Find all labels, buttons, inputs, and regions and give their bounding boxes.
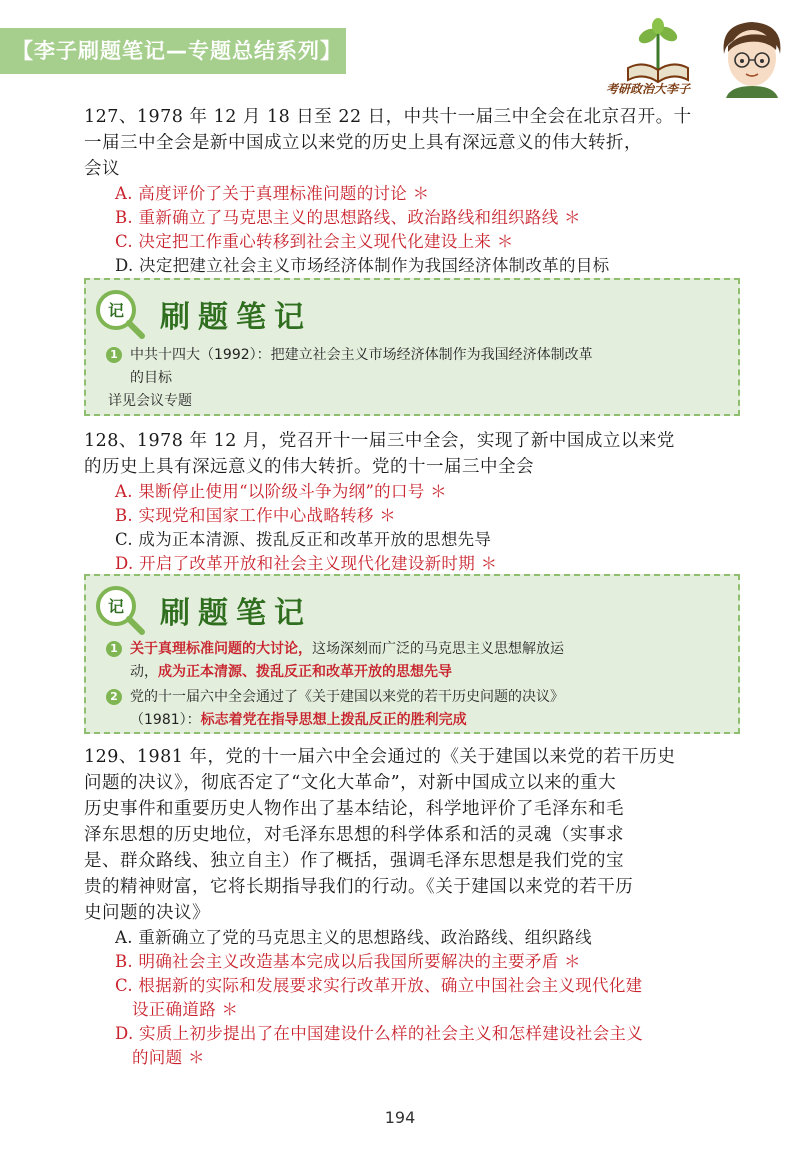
question-127 bbox=[84, 104, 754, 278]
svg-text:记: 记 bbox=[107, 597, 125, 616]
bullet-number: 1 bbox=[106, 347, 122, 363]
note-highlight: 关于真理标准问题的大讨论， bbox=[130, 641, 312, 657]
note-item-1 bbox=[106, 344, 726, 390]
logo-text: 考研政治大李子 bbox=[606, 82, 691, 96]
bullet-number: 2 bbox=[106, 689, 122, 705]
option-b: B. 明确社会主义改造基本完成以后我国所要解决的主要矛盾 ＊ bbox=[115, 952, 581, 971]
option-a: A. 果断停止使用“以阶级斗争为纲”的口号 ＊ bbox=[115, 482, 447, 501]
page-number: 194 bbox=[384, 1108, 416, 1127]
question-stem-line: 128、1978 年 12 月，党召开十一届三中全会，实现了新中国成立以来党 bbox=[84, 431, 675, 451]
question-stem-line: 是、群众路线、独立自主）作了概括，强调毛泽东思想是我们党的宝 bbox=[84, 851, 624, 871]
option-c-cont: 设正确道路 ＊ bbox=[132, 1000, 239, 1019]
note-text: 动， bbox=[130, 664, 158, 680]
note-text: 党的十一届六中全会通过了《关于建国以来党的若干历史问题的决议》 bbox=[130, 689, 564, 705]
note-text: （1981）： bbox=[130, 712, 201, 728]
question-stem-line: 127、1978 年 12 月 18 日至 22 日，中共十一届三中全会在北京召开。十 bbox=[84, 107, 692, 127]
option-b: B. 实现党和国家工作中心战略转移 ＊ bbox=[115, 506, 397, 525]
note-footer: 详见会议专题 bbox=[108, 393, 192, 409]
note-text: 中共十四大（1992）：把建立社会主义市场经济体制作为我国经济体制改革 bbox=[130, 347, 593, 363]
note-highlight: 成为正本清源、拨乱反正和改革开放的思想先导 bbox=[158, 664, 452, 680]
note-box-1 bbox=[84, 278, 740, 416]
option-c: C. 决定把工作重心转移到社会主义现代化建设上来 ＊ bbox=[115, 232, 514, 251]
question-stem-line: 一届三中全会是新中国成立以来党的历史上具有深远意义的伟大转折， bbox=[84, 133, 642, 153]
question-128 bbox=[84, 428, 754, 576]
header-banner: 【李子刷题笔记—专题总结系列】 bbox=[0, 28, 346, 74]
note-text-cont: 的目标 bbox=[130, 370, 172, 386]
magnifier-note-icon bbox=[92, 286, 146, 340]
note-title: 刷题笔记 bbox=[160, 596, 312, 631]
note-text-cont bbox=[106, 709, 726, 732]
question-stem-line: 问题的决议》，彻底否定了“文化大革命”，对新中国成立以来的重大 bbox=[84, 773, 617, 793]
note-item-1 bbox=[106, 638, 726, 684]
bullet-number: 1 bbox=[106, 641, 122, 657]
question-129 bbox=[84, 744, 754, 1070]
note-text-cont bbox=[106, 661, 726, 684]
option-a: A. 重新确立了党的马克思主义的思想路线、政治路线、组织路线 bbox=[115, 928, 592, 947]
question-stem-line: 会议 bbox=[84, 159, 120, 179]
option-a: A. 高度评价了关于真理标准问题的讨论 ＊ bbox=[115, 184, 430, 203]
question-stem-line: 泽东思想的历史地位，对毛泽东思想的科学体系和活的灵魂（实事求 bbox=[84, 825, 624, 845]
option-d: D. 开启了改革开放和社会主义现代化建设新时期 ＊ bbox=[115, 554, 498, 573]
question-stem-line: 历史事件和重要历史人物作出了基本结论，科学地评价了毛泽东和毛 bbox=[84, 799, 624, 819]
option-c: C. 成为正本清源、拨乱反正和改革开放的思想先导 bbox=[115, 530, 492, 549]
question-stem-line: 的历史上具有深远意义的伟大转折。党的十一届三中全会 bbox=[84, 457, 534, 477]
note-text: 这场深刻而广泛的马克思主义思想解放运 bbox=[312, 641, 564, 657]
note-item-2 bbox=[106, 686, 726, 732]
note-box-2 bbox=[84, 574, 740, 734]
question-stem-line: 史问题的决议》 bbox=[84, 903, 210, 923]
option-c: C. 根据新的实际和发展要求实行改革开放、确立中国社会主义现代化建 bbox=[115, 976, 643, 995]
option-b: B. 重新确立了马克思主义的思想路线、政治路线和组织路线 ＊ bbox=[115, 208, 581, 227]
note-highlight: 标志着党在指导思想上拨乱反正的胜利完成 bbox=[200, 712, 467, 728]
question-stem-line: 129、1981 年，党的十一届六中全会通过的《关于建国以来党的若干历史 bbox=[84, 747, 676, 767]
option-d: D. 实质上初步提出了在中国建设什么样的社会主义和怎样建设社会主义 bbox=[115, 1024, 644, 1043]
option-d-cont: 的问题 ＊ bbox=[132, 1048, 205, 1067]
option-d: D. 决定把建立社会主义市场经济体制作为我国经济体制改革的目标 bbox=[115, 256, 610, 275]
question-stem-line: 贵的精神财富，它将长期指导我们的行动。《关于建国以来党的若干历 bbox=[84, 877, 634, 897]
note-title: 刷题笔记 bbox=[160, 300, 312, 335]
avatar-icon bbox=[712, 16, 792, 98]
magnifier-note-icon bbox=[92, 582, 146, 636]
svg-text:记: 记 bbox=[107, 301, 125, 320]
